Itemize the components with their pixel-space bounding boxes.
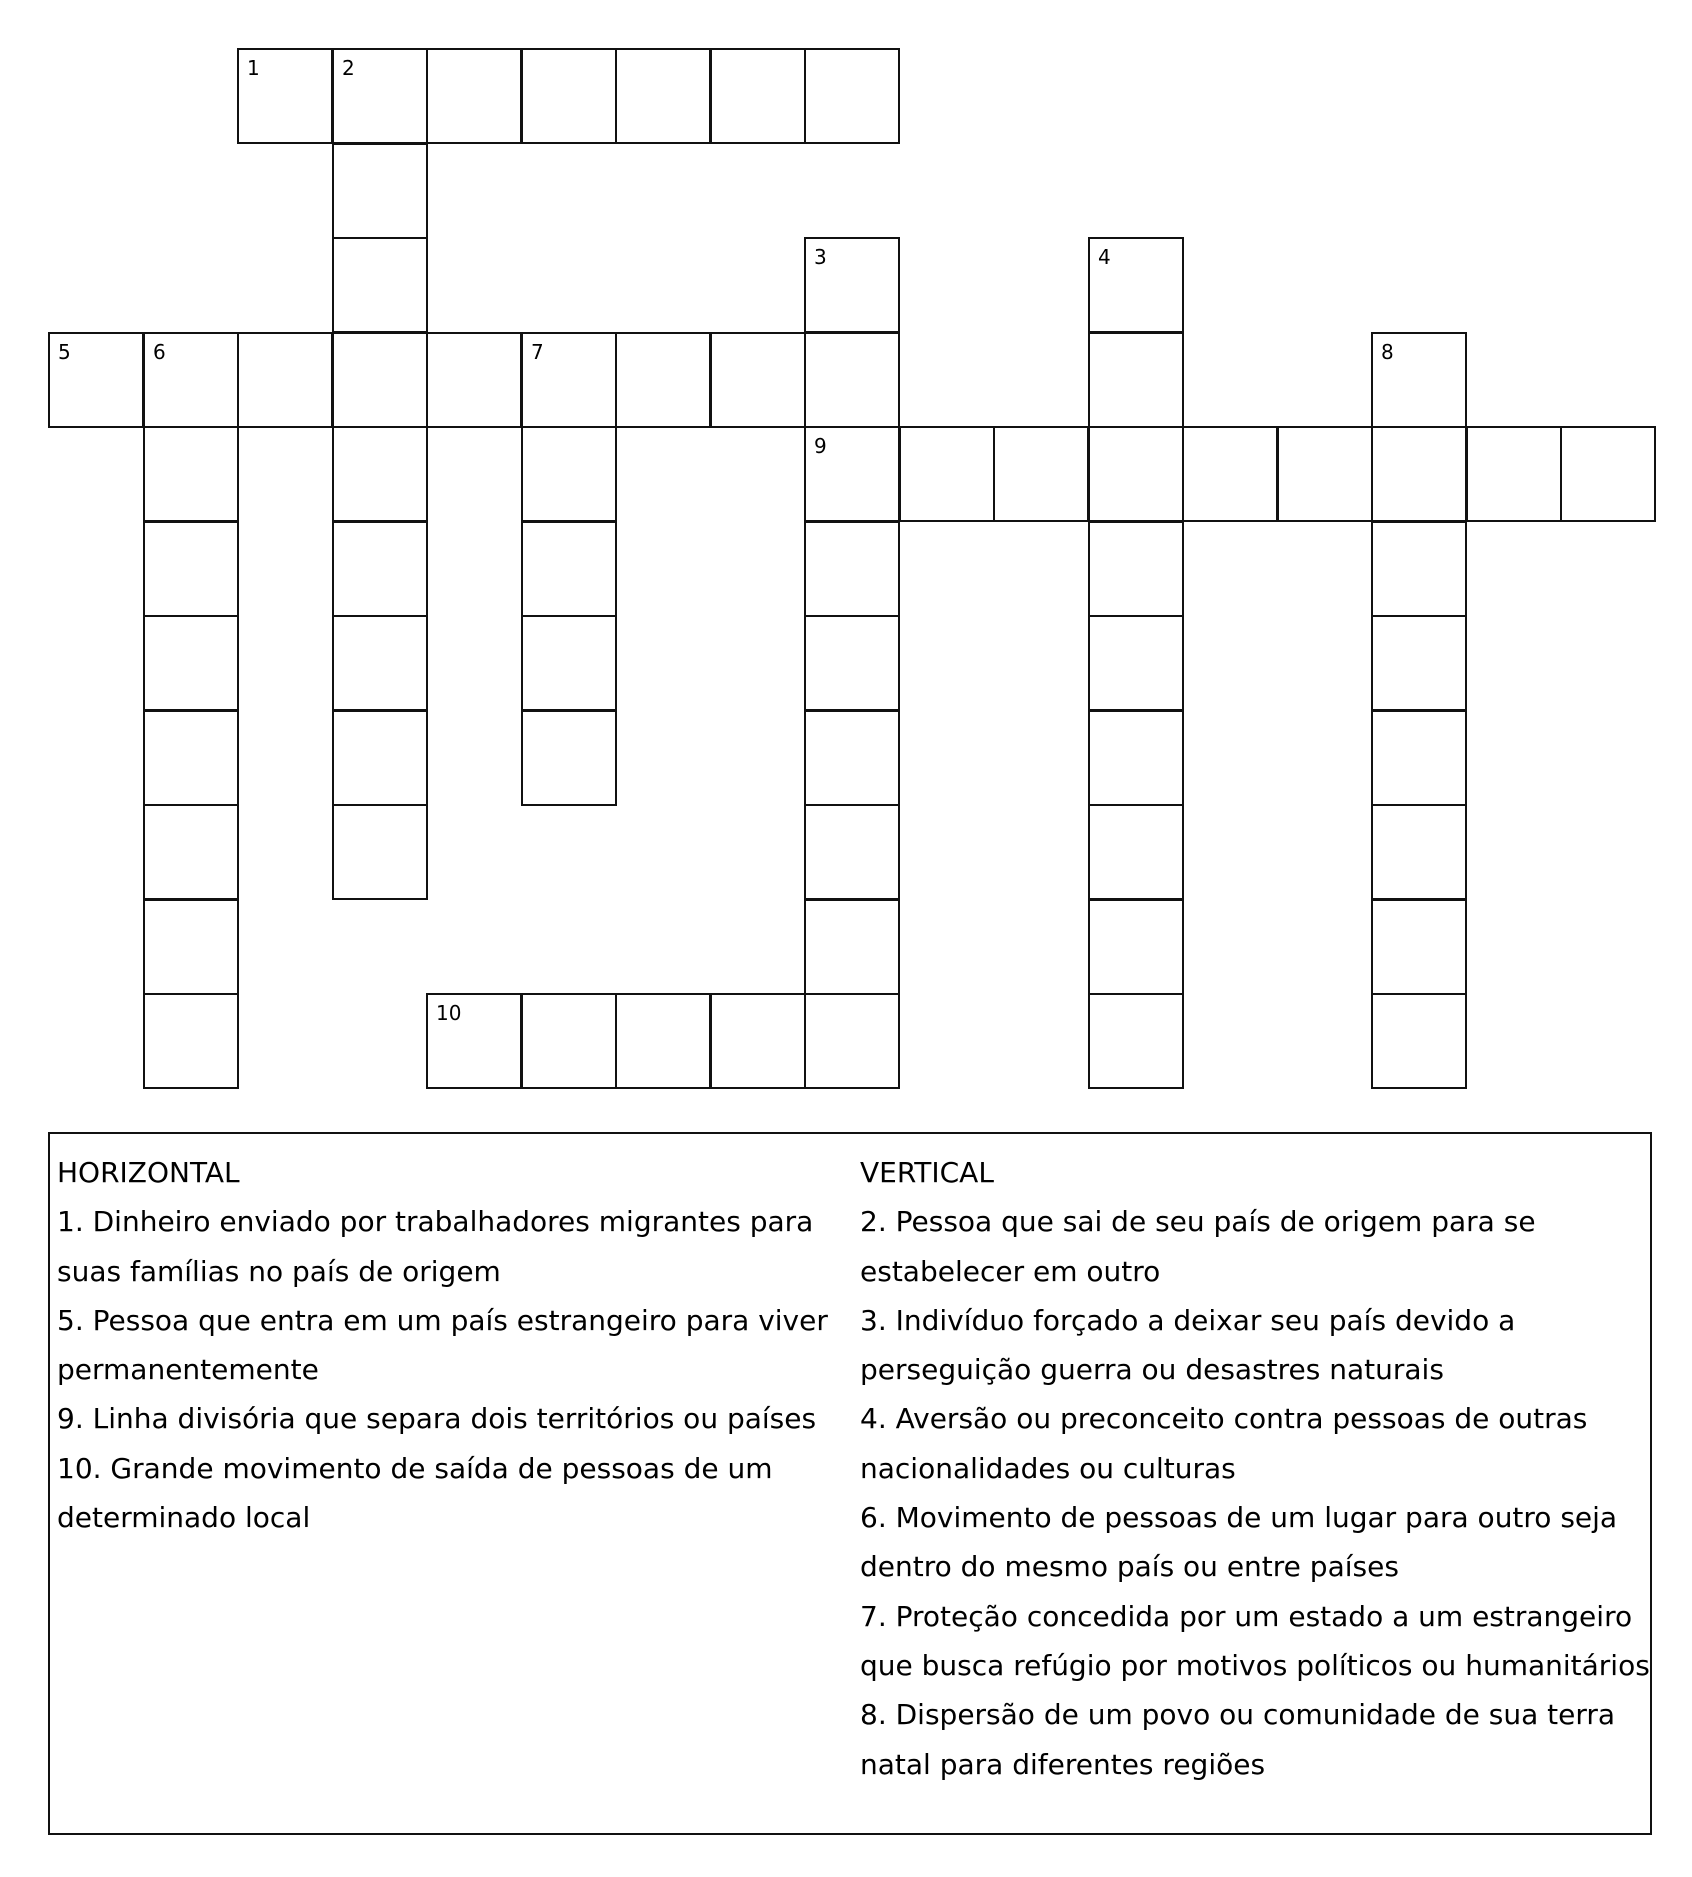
- clue-line: 4. Aversão ou preconceito contra pessoas de outras: [860, 1402, 1588, 1436]
- clues-box: [48, 1132, 1652, 1835]
- crossword-cell[interactable]: [143, 426, 239, 522]
- crossword-cell[interactable]: [804, 426, 900, 522]
- crossword-cell[interactable]: [1088, 804, 1184, 900]
- crossword-cell[interactable]: [143, 615, 239, 711]
- crossword-cell[interactable]: [521, 48, 617, 144]
- crossword-cell[interactable]: [804, 237, 900, 333]
- crossword-cell[interactable]: [1182, 426, 1278, 522]
- crossword-cell[interactable]: [615, 48, 711, 144]
- crossword-cell[interactable]: [1371, 993, 1467, 1089]
- crossword-cell[interactable]: [521, 426, 617, 522]
- crossword-cell[interactable]: [710, 48, 806, 144]
- clue-line: 2. Pessoa que sai de seu país de origem para se: [860, 1205, 1536, 1239]
- crossword-cell[interactable]: [332, 426, 428, 522]
- crossword-cell[interactable]: [1466, 426, 1562, 522]
- clue-number: 9: [814, 434, 827, 458]
- clue-number: 7: [531, 340, 544, 364]
- clue-line: que busca refúgio por motivos políticos ou humanitários: [860, 1648, 1650, 1682]
- crossword-cell[interactable]: [237, 332, 333, 428]
- crossword-cell[interactable]: [143, 993, 239, 1089]
- clue-line: permanentemente: [57, 1353, 319, 1387]
- clue-line: natal para diferentes regiões: [860, 1747, 1266, 1781]
- clue-number: 8: [1381, 340, 1394, 364]
- crossword-cell[interactable]: [1088, 332, 1184, 428]
- crossword-cell[interactable]: [332, 143, 428, 239]
- crossword-cell[interactable]: [426, 48, 522, 144]
- clue-line: 3. Indivíduo forçado a deixar seu país devido a: [860, 1303, 1516, 1337]
- crossword-cell[interactable]: [143, 332, 239, 428]
- clue-number: 1: [247, 56, 260, 80]
- crossword-cell[interactable]: [804, 615, 900, 711]
- crossword-cell[interactable]: [1088, 615, 1184, 711]
- clue-line: 9. Linha divisória que separa dois territórios ou países: [57, 1402, 817, 1436]
- crossword-cell[interactable]: [1277, 426, 1373, 522]
- clue-line: suas famílias no país de origem: [57, 1254, 501, 1288]
- crossword-cell[interactable]: [143, 710, 239, 806]
- crossword-cell[interactable]: [1371, 899, 1467, 995]
- crossword-cell[interactable]: [615, 993, 711, 1089]
- crossword-cell[interactable]: [1088, 426, 1184, 522]
- crossword-cell[interactable]: [710, 332, 806, 428]
- crossword-cell[interactable]: [804, 48, 900, 144]
- vertical-title: VERTICAL: [860, 1156, 994, 1189]
- crossword-cell[interactable]: [804, 993, 900, 1089]
- crossword-cell[interactable]: [1371, 710, 1467, 806]
- crossword-cell[interactable]: [1371, 426, 1467, 522]
- crossword-cell[interactable]: [332, 710, 428, 806]
- crossword-cell[interactable]: [521, 615, 617, 711]
- clue-line: nacionalidades ou culturas: [860, 1451, 1236, 1485]
- crossword-cell[interactable]: [804, 710, 900, 806]
- clue-line: 8. Dispersão de um povo ou comunidade de sua terra: [860, 1698, 1616, 1732]
- clue-number: 5: [58, 340, 71, 364]
- crossword-cell[interactable]: [804, 332, 900, 428]
- crossword-cell[interactable]: [899, 426, 995, 522]
- crossword-cell[interactable]: [804, 899, 900, 995]
- crossword-cell[interactable]: [332, 615, 428, 711]
- crossword-cell[interactable]: [1371, 804, 1467, 900]
- crossword-cell[interactable]: [1371, 615, 1467, 711]
- crossword-cell[interactable]: [521, 993, 617, 1089]
- crossword-cell[interactable]: [143, 521, 239, 617]
- horizontal-clues: [57, 1148, 847, 1542]
- crossword-cell[interactable]: [804, 804, 900, 900]
- crossword-cell[interactable]: [332, 48, 428, 144]
- crossword-cell[interactable]: [521, 521, 617, 617]
- crossword-cell[interactable]: [1560, 426, 1656, 522]
- crossword-cell[interactable]: [1088, 521, 1184, 617]
- crossword-cell[interactable]: [332, 804, 428, 900]
- crossword-cell[interactable]: [332, 237, 428, 333]
- crossword-cell[interactable]: [143, 804, 239, 900]
- clue-line: estabelecer em outro: [860, 1254, 1161, 1288]
- crossword-cell[interactable]: [1371, 332, 1467, 428]
- clue-line: dentro do mesmo país ou entre países: [860, 1550, 1399, 1584]
- clue-line: 1. Dinheiro enviado por trabalhadores migrantes para: [57, 1205, 814, 1239]
- clue-number: 4: [1098, 245, 1111, 269]
- crossword-cell[interactable]: [1371, 521, 1467, 617]
- clue-number: 6: [153, 340, 166, 364]
- crossword-cell[interactable]: [48, 332, 144, 428]
- clue-number: 2: [342, 56, 355, 80]
- clue-line: determinado local: [57, 1501, 311, 1535]
- crossword-cell[interactable]: [521, 332, 617, 428]
- clue-line: perseguição guerra ou desastres naturais: [860, 1353, 1444, 1387]
- crossword-cell[interactable]: [1088, 710, 1184, 806]
- crossword-cell[interactable]: [615, 332, 711, 428]
- crossword-cell[interactable]: [237, 48, 333, 144]
- clue-line: 5. Pessoa que entra em um país estrangeiro para viver: [57, 1303, 828, 1337]
- crossword-cell[interactable]: [332, 332, 428, 428]
- crossword-cell[interactable]: [804, 521, 900, 617]
- crossword-cell[interactable]: [710, 993, 806, 1089]
- clue-line: 7. Proteção concedida por um estado a um estrangeiro: [860, 1599, 1633, 1633]
- clue-line: 10. Grande movimento de saída de pessoas de um: [57, 1451, 773, 1485]
- crossword-cell[interactable]: [1088, 237, 1184, 333]
- crossword-cell[interactable]: [1088, 899, 1184, 995]
- horizontal-title: HORIZONTAL: [57, 1156, 240, 1189]
- clue-line: 6. Movimento de pessoas de um lugar para outro seja: [860, 1501, 1618, 1535]
- vertical-clues: [860, 1148, 1650, 1789]
- crossword-cell[interactable]: [1088, 993, 1184, 1089]
- crossword-cell[interactable]: [426, 332, 522, 428]
- crossword-cell[interactable]: [993, 426, 1089, 522]
- crossword-cell[interactable]: [332, 521, 428, 617]
- clue-number: 3: [814, 245, 827, 269]
- crossword-cell[interactable]: [426, 993, 522, 1089]
- clue-number: 10: [436, 1001, 462, 1025]
- crossword-cell[interactable]: [143, 899, 239, 995]
- crossword-cell[interactable]: [521, 710, 617, 806]
